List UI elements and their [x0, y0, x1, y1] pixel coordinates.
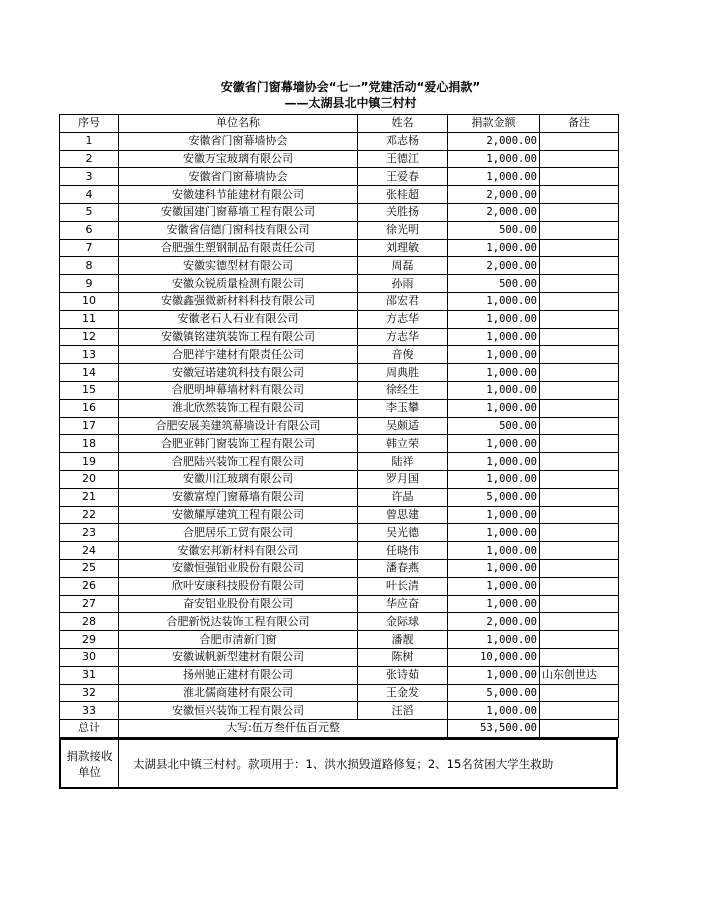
row-unit: 安徽冠诺建筑科技有限公司	[119, 364, 358, 382]
row-name: 汪滔	[358, 702, 448, 720]
row-name: 王爱春	[358, 168, 448, 186]
row-amount: 1,000.00	[448, 150, 540, 168]
row-remark	[540, 524, 619, 542]
table-row	[60, 221, 619, 239]
row-amount: 1,000.00	[448, 631, 540, 649]
row-unit: 安徽老石人石业有限公司	[119, 310, 358, 328]
row-unit: 安徽省门窗幕墙协会	[119, 132, 358, 150]
row-amount: 5,000.00	[448, 684, 540, 702]
row-no: 32	[60, 684, 119, 702]
row-name: 潘春燕	[358, 559, 448, 577]
row-no: 22	[60, 506, 119, 524]
table-row	[60, 613, 619, 631]
row-remark	[540, 132, 619, 150]
table-row	[60, 346, 619, 364]
table-row	[60, 453, 619, 471]
total-amount: 53,500.00	[448, 720, 540, 738]
row-unit: 安徽国建门窗幕墙工程有限公司	[119, 203, 358, 221]
row-unit: 安徽恒强铝业股份有限公司	[119, 559, 358, 577]
row-remark	[540, 577, 619, 595]
row-no: 29	[60, 631, 119, 649]
row-amount: 1,000.00	[448, 666, 540, 684]
row-remark	[540, 702, 619, 720]
table-row	[60, 559, 619, 577]
row-name: 华应奋	[358, 595, 448, 613]
row-remark	[540, 435, 619, 453]
row-remark	[540, 381, 619, 399]
row-unit: 安徽耀厚建筑工程有限公司	[119, 506, 358, 524]
table-row	[60, 542, 619, 560]
row-name: 音俊	[358, 346, 448, 364]
row-name: 王德江	[358, 150, 448, 168]
table-row	[60, 577, 619, 595]
total-row	[60, 720, 619, 738]
row-remark	[540, 186, 619, 204]
row-unit: 安徽实德型材有限公司	[119, 257, 358, 275]
row-remark	[540, 613, 619, 631]
row-amount: 2,000.00	[448, 257, 540, 275]
row-no: 1	[60, 132, 119, 150]
row-name: 徐光明	[358, 221, 448, 239]
row-amount: 1,000.00	[448, 577, 540, 595]
row-remark	[540, 346, 619, 364]
row-unit: 安徽宏邦新材料有限公司	[119, 542, 358, 560]
row-remark	[540, 239, 619, 257]
row-name: 叶长清	[358, 577, 448, 595]
donation-table	[59, 114, 619, 738]
table-row	[60, 648, 619, 666]
row-remark	[540, 257, 619, 275]
row-no: 28	[60, 613, 119, 631]
row-name: 关胜扬	[358, 203, 448, 221]
row-no: 3	[60, 168, 119, 186]
row-unit: 合肥陆兴装饰工程有限公司	[119, 453, 358, 471]
row-no: 21	[60, 488, 119, 506]
row-no: 15	[60, 381, 119, 399]
row-remark	[540, 470, 619, 488]
row-remark	[540, 310, 619, 328]
table-row	[60, 328, 619, 346]
row-remark	[540, 595, 619, 613]
row-remark	[540, 328, 619, 346]
header-unit: 单位名称	[119, 115, 358, 133]
row-unit: 淮北儒商建材有限公司	[119, 684, 358, 702]
table-row	[60, 417, 619, 435]
row-amount: 1,000.00	[448, 364, 540, 382]
header-no: 序号	[60, 115, 119, 133]
row-amount: 1,000.00	[448, 381, 540, 399]
row-no: 31	[60, 666, 119, 684]
row-no: 7	[60, 239, 119, 257]
row-no: 20	[60, 470, 119, 488]
document-title: 安徽省门窗幕墙协会“七一”党建活动“爱心捐款”	[220, 80, 481, 94]
row-no: 17	[60, 417, 119, 435]
row-unit: 欣叶安康科技股份有限公司	[119, 577, 358, 595]
row-name: 潘靓	[358, 631, 448, 649]
row-amount: 500.00	[448, 275, 540, 293]
row-remark	[540, 168, 619, 186]
row-no: 30	[60, 648, 119, 666]
row-name: 曾思建	[358, 506, 448, 524]
row-amount: 1,000.00	[448, 346, 540, 364]
receiver-text: 太湖县北中镇三村村。款项用于：1、洪水损毁道路修复；2、15名贫困大学生救助	[133, 756, 554, 771]
row-unit: 安徽镇铭建筑装饰工程有限公司	[119, 328, 358, 346]
row-remark	[540, 559, 619, 577]
row-unit: 合肥祥宇建材有限责任公司	[119, 346, 358, 364]
total-label: 总计	[60, 720, 119, 738]
table-row	[60, 684, 619, 702]
row-remark	[540, 292, 619, 310]
row-remark	[540, 203, 619, 221]
row-remark	[540, 364, 619, 382]
row-name: 方志华	[358, 328, 448, 346]
row-unit: 安徽建科节能建材有限公司	[119, 186, 358, 204]
row-no: 18	[60, 435, 119, 453]
row-no: 10	[60, 292, 119, 310]
row-no: 11	[60, 310, 119, 328]
row-unit: 合肥强生塑钢制品有限责任公司	[119, 239, 358, 257]
row-unit: 安徽诚帆新型建材有限公司	[119, 648, 358, 666]
row-amount: 500.00	[448, 417, 540, 435]
table-row	[60, 666, 619, 684]
row-name: 张桂超	[358, 186, 448, 204]
row-name: 徐经生	[358, 381, 448, 399]
row-amount: 2,000.00	[448, 186, 540, 204]
row-remark	[540, 506, 619, 524]
row-name: 吴光德	[358, 524, 448, 542]
row-remark	[540, 399, 619, 417]
row-remark	[540, 453, 619, 471]
table-row	[60, 435, 619, 453]
receiver-box	[59, 738, 618, 789]
row-name: 陈树	[358, 648, 448, 666]
row-no: 27	[60, 595, 119, 613]
table-row	[60, 381, 619, 399]
row-amount: 500.00	[448, 221, 540, 239]
table-row	[60, 524, 619, 542]
table-row	[60, 506, 619, 524]
row-name: 刘理敏	[358, 239, 448, 257]
row-unit: 安徽万宝玻璃有限公司	[119, 150, 358, 168]
row-unit: 安徽众锐质量检测有限公司	[119, 275, 358, 293]
document-subtitle: ——太湖县北中镇三村村	[284, 96, 417, 110]
row-amount: 1,000.00	[448, 524, 540, 542]
row-amount: 1,000.00	[448, 595, 540, 613]
receiver-label-line1: 捐款接收	[66, 748, 113, 763]
row-name: 金际球	[358, 613, 448, 631]
row-name: 陆祥	[358, 453, 448, 471]
row-name: 罗月国	[358, 470, 448, 488]
row-no: 4	[60, 186, 119, 204]
row-name: 张诗茹	[358, 666, 448, 684]
row-amount: 1,000.00	[448, 542, 540, 560]
row-unit: 合肥明坤幕墙材料有限公司	[119, 381, 358, 399]
table-row	[60, 399, 619, 417]
row-no: 14	[60, 364, 119, 382]
row-remark	[540, 631, 619, 649]
row-unit: 安徽恒兴装饰工程有限公司	[119, 702, 358, 720]
row-amount: 1,000.00	[448, 328, 540, 346]
row-unit: 安徽省门窗幕墙协会	[119, 168, 358, 186]
table-row	[60, 631, 619, 649]
table-row	[60, 239, 619, 257]
row-no: 13	[60, 346, 119, 364]
row-no: 16	[60, 399, 119, 417]
row-name: 方志华	[358, 310, 448, 328]
row-name: 邓志杨	[358, 132, 448, 150]
row-amount: 1,000.00	[448, 435, 540, 453]
row-name: 韩立荣	[358, 435, 448, 453]
header-remark: 备注	[540, 115, 619, 133]
row-unit: 合肥安展美建筑幕墙设计有限公司	[119, 417, 358, 435]
row-name: 孙雨	[358, 275, 448, 293]
row-no: 9	[60, 275, 119, 293]
row-unit: 合肥居乐工贸有限公司	[119, 524, 358, 542]
row-unit: 扬州驰正建材有限公司	[119, 666, 358, 684]
total-remark	[540, 720, 619, 738]
row-amount: 1,000.00	[448, 310, 540, 328]
row-remark	[540, 684, 619, 702]
row-name: 吴颇适	[358, 417, 448, 435]
row-no: 2	[60, 150, 119, 168]
row-no: 24	[60, 542, 119, 560]
table-row	[60, 257, 619, 275]
row-amount: 1,000.00	[448, 168, 540, 186]
row-amount: 10,000.00	[448, 648, 540, 666]
row-unit: 合肥市清新门窗	[119, 631, 358, 649]
row-unit: 安徽富煌门窗幕墙有限公司	[119, 488, 358, 506]
row-no: 25	[60, 559, 119, 577]
table-row	[60, 168, 619, 186]
row-name: 王金发	[358, 684, 448, 702]
row-amount: 1,000.00	[448, 239, 540, 257]
row-remark	[540, 275, 619, 293]
row-name: 周磊	[358, 257, 448, 275]
total-in-words: 大写:伍万叁仟伍百元整	[119, 720, 448, 738]
table-row	[60, 150, 619, 168]
row-remark	[540, 488, 619, 506]
row-remark	[540, 648, 619, 666]
row-amount: 1,000.00	[448, 470, 540, 488]
row-name: 邵宏君	[358, 292, 448, 310]
row-unit: 淮北欣然装饰工程有限公司	[119, 399, 358, 417]
row-name: 许晶	[358, 488, 448, 506]
row-amount: 5,000.00	[448, 488, 540, 506]
row-remark: 山东创世达	[540, 666, 619, 684]
row-amount: 2,000.00	[448, 132, 540, 150]
table-header-row	[60, 115, 619, 133]
row-amount: 1,000.00	[448, 399, 540, 417]
receiver-label-line2: 单位	[78, 764, 101, 779]
row-amount: 1,000.00	[448, 292, 540, 310]
table-row	[60, 132, 619, 150]
table-row	[60, 364, 619, 382]
table-row	[60, 702, 619, 720]
row-no: 26	[60, 577, 119, 595]
row-unit: 安徽川江玻璃有限公司	[119, 470, 358, 488]
table-row	[60, 595, 619, 613]
row-unit: 合肥新悦达装饰工程有限公司	[119, 613, 358, 631]
row-name: 李玉攀	[358, 399, 448, 417]
row-remark	[540, 150, 619, 168]
row-unit: 合肥亚韩门窗装饰工程有限公司	[119, 435, 358, 453]
row-amount: 1,000.00	[448, 506, 540, 524]
row-amount: 2,000.00	[448, 203, 540, 221]
receiver-label	[61, 740, 119, 787]
row-remark	[540, 417, 619, 435]
row-name: 周典胜	[358, 364, 448, 382]
table-row	[60, 488, 619, 506]
table-row	[60, 310, 619, 328]
table-row	[60, 292, 619, 310]
row-remark	[540, 221, 619, 239]
row-amount: 1,000.00	[448, 559, 540, 577]
row-unit: 安徽鑫强微新材料科技有限公司	[119, 292, 358, 310]
row-amount: 2,000.00	[448, 613, 540, 631]
table-row	[60, 470, 619, 488]
row-no: 33	[60, 702, 119, 720]
row-unit: 奋安铝业股份有限公司	[119, 595, 358, 613]
row-no: 23	[60, 524, 119, 542]
table-row	[60, 203, 619, 221]
row-no: 8	[60, 257, 119, 275]
table-row	[60, 275, 619, 293]
row-amount: 1,000.00	[448, 453, 540, 471]
row-remark	[540, 542, 619, 560]
row-no: 19	[60, 453, 119, 471]
table-row	[60, 186, 619, 204]
row-no: 6	[60, 221, 119, 239]
row-no: 12	[60, 328, 119, 346]
header-name: 姓名	[358, 115, 448, 133]
row-no: 5	[60, 203, 119, 221]
row-amount: 1,000.00	[448, 702, 540, 720]
header-amount: 捐款金额	[448, 115, 540, 133]
row-name: 任晓伟	[358, 542, 448, 560]
row-unit: 安徽省信德门窗科技有限公司	[119, 221, 358, 239]
